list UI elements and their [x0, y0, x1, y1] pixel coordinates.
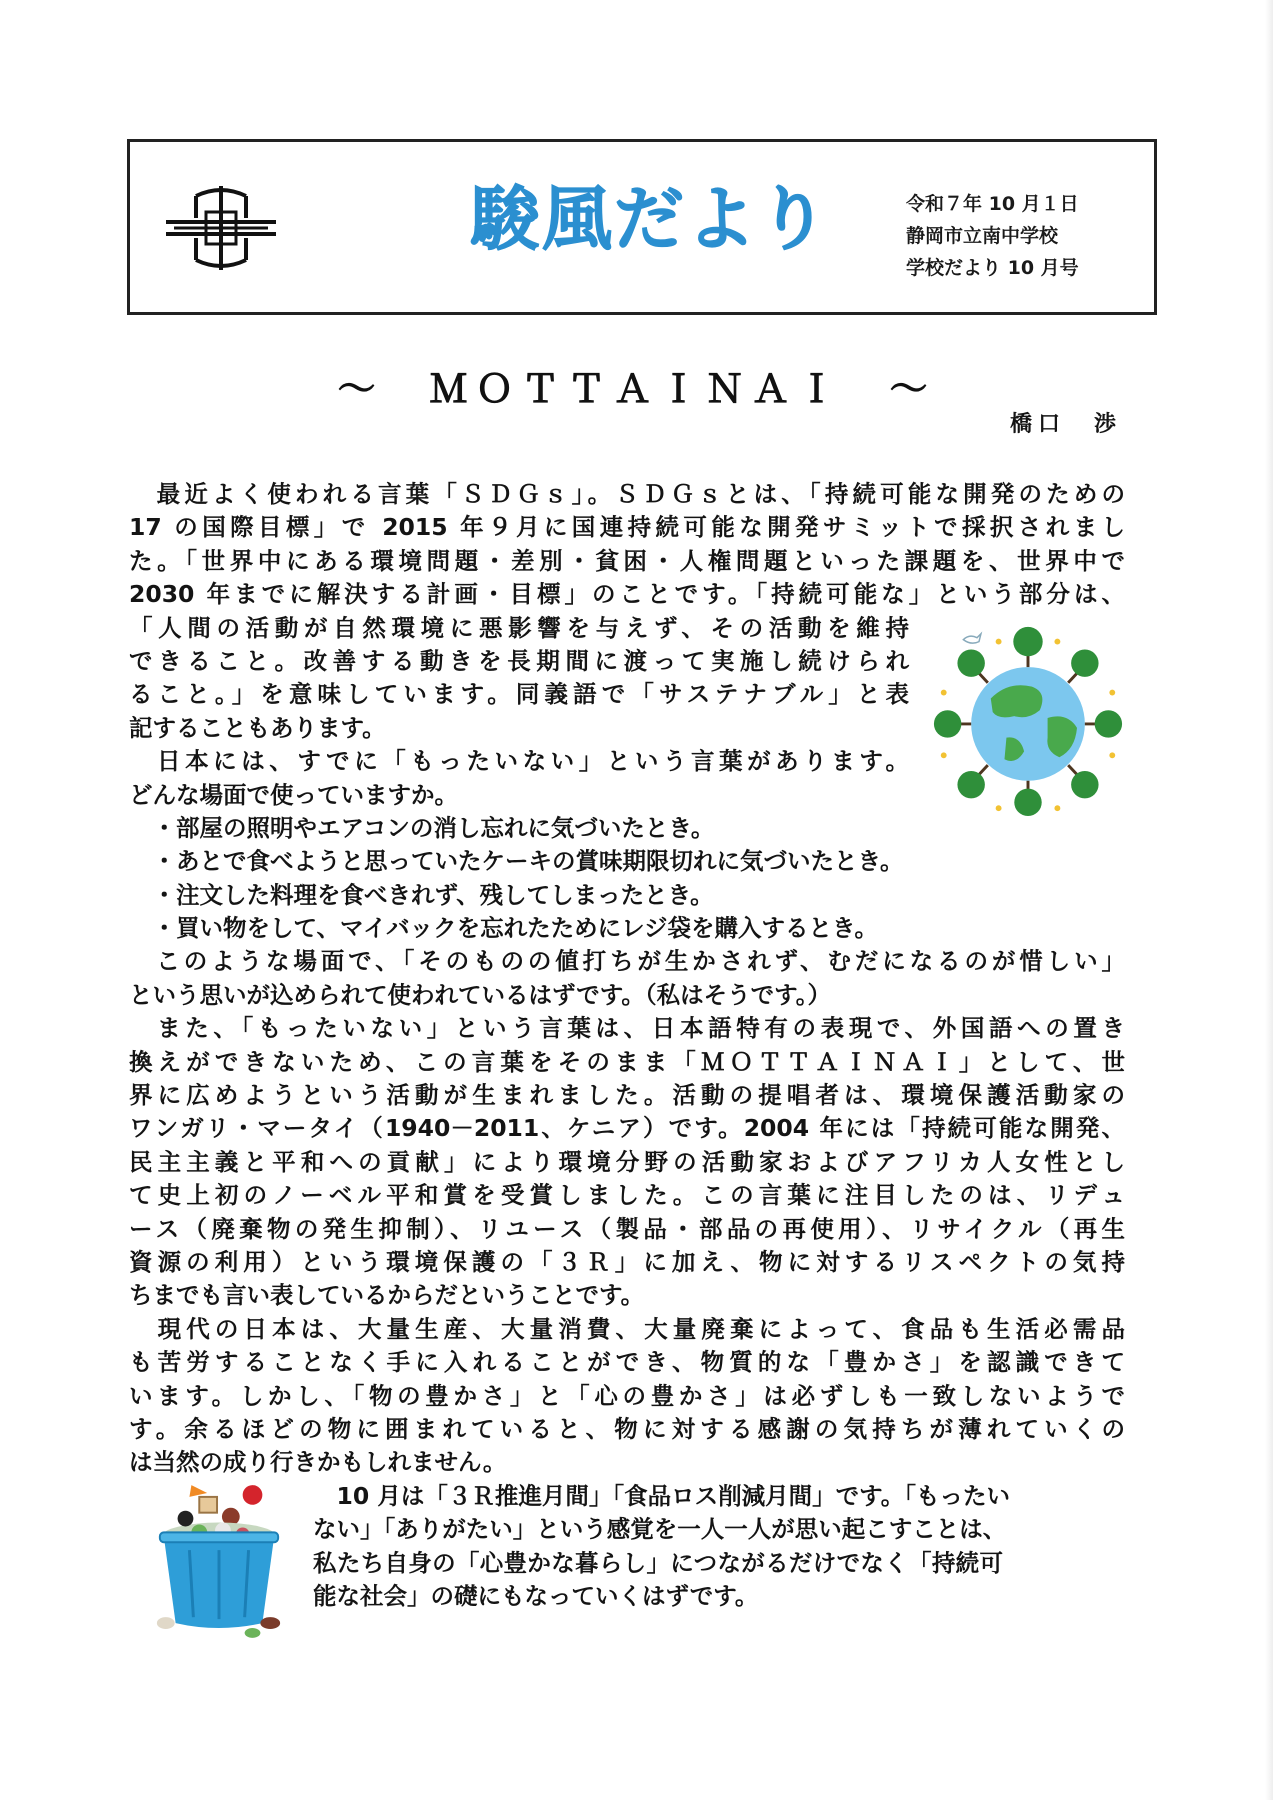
list-item: ・買い物をして、マイバックを忘れたためにレジ袋を購入するとき。: [129, 914, 879, 943]
paragraph-line: 現代の日本は、大量生産、大量消費、大量廃棄によって、食品も生活必需品: [129, 1314, 1125, 1343]
earth-with-trees-icon: [930, 622, 1126, 818]
food-waste-bin-icon: [150, 1474, 288, 1644]
list-item: ・注文した料理を食べきれず、残してしまったとき。: [129, 880, 714, 909]
paragraph-line: 民主主義と平和への貢献」により環境分野の活動家およびアフリカ人女性とし: [129, 1147, 1125, 1176]
list-item: ・部屋の照明やエアコンの消し忘れに気づいたとき。: [129, 813, 715, 842]
list-item: ・あとで食べようと思っていたケーキの賞味期限切れに気づいたとき。: [129, 847, 904, 876]
paragraph-line: す。余るほどの物に囲まれていると、物に対する感謝の気持ちが薄れていくの: [129, 1414, 1125, 1443]
article-title: ～ ＭＯＴＴＡＩＮＡＩ ～: [337, 367, 936, 411]
paragraph-line: ない」「ありがたい」という感覚を一人一人が思い起こすことは、: [313, 1515, 1007, 1544]
issue-number: 学校だより 10 月号: [906, 257, 1079, 279]
paragraph-line: 能な社会」の礎にもなっていくはずです。: [313, 1581, 759, 1610]
paragraph-line: できること。改善する動きを長期間に渡って実施し続けられ: [129, 646, 909, 675]
paragraph-line: という思いが込められて使われているはずです。（私はそうです。）: [129, 980, 831, 1009]
paragraph-line: ース（廃棄物の発生抑制）、リユース（製品・部品の再使用）、リサイクル（再生: [129, 1214, 1125, 1243]
paragraph-line: て史上初のノーベル平和賞を受賞しました。この言葉に注目したのは、リデュ: [129, 1181, 1125, 1210]
paragraph-line: 私たち自身の「心豊かな暮らし」につながるだけでなく「持続可: [313, 1548, 1003, 1577]
paragraph-line: も苦労することなく手に入れることができ、物質的な「豊かさ」を認識できて: [129, 1348, 1125, 1377]
issue-date: 令和７年 10 月１日: [906, 193, 1079, 215]
school-name: 静岡市立南中学校: [906, 225, 1059, 247]
paragraph-line: ワンガリ・マータイ（1940－2011、ケニア）です。2004 年には「持続可能な開発、: [129, 1114, 1125, 1143]
issue-info: [906, 188, 1079, 284]
scan-edge: [1265, 0, 1273, 1800]
paragraph-line: 最近よく使われる言葉「ＳＤＧｓ」。ＳＤＧｓとは、「持続可能な開発のための: [129, 480, 1125, 508]
paragraph-line: どんな場面で使っていますか。: [129, 780, 458, 809]
author-name: 橋口 渉: [1009, 412, 1122, 437]
masthead-box: [127, 139, 1157, 315]
paragraph-line: ちまでも言い表しているからだということです。: [129, 1281, 645, 1310]
paragraph-line: 「人間の活動が自然環境に悪影響を与えず、その活動を維持: [129, 613, 909, 642]
paragraph-line: 10 月は「３Ｒ推進月間」「食品ロス削減月間」です。「もったい: [313, 1481, 1011, 1510]
paragraph-line: 日本には、すでに「もったいない」という言葉があります。: [129, 747, 909, 776]
paragraph-line: ること。」を意味しています。同義語で「サステナブル」と表: [129, 680, 909, 709]
paragraph-line: 17 の国際目標」で 2015 年９月に国連持続可能な開発サミットで採択されまし: [129, 513, 1125, 542]
paragraph-line: は当然の成り行きかもしれません。: [129, 1448, 507, 1477]
paragraph-line: 界に広めようという活動が生まれました。活動の提唱者は、環境保護活動家の: [129, 1081, 1125, 1110]
masthead-title: 駿風だより: [470, 178, 830, 260]
paragraph-line: また、「もったいない」という言葉は、日本語特有の表現で、外国語への置き: [129, 1014, 1125, 1043]
paragraph-line: 換えができないため、この言葉をそのまま「ＭＯＴＴＡＩＮＡＩ」として、世: [129, 1047, 1125, 1076]
paragraph-line: このような場面で、「そのものの値打ちが生かされず、むだになるのが惜しい」: [129, 947, 1125, 976]
paragraph-line: 2030 年までに解決する計画・目標」のことです。「持続可能な」という部分は、: [129, 580, 1125, 609]
school-emblem-icon: [166, 182, 276, 274]
paragraph-line: 資源の利用）という環境保護の「３Ｒ」に加え、物に対するリスペクトの気持: [129, 1247, 1125, 1276]
paragraph-line: 記することもあります。: [129, 713, 386, 742]
paragraph-line: います。しかし、「物の豊かさ」と「心の豊かさ」は必ずしも一致しないようで: [129, 1381, 1125, 1410]
paragraph-line: た。「世界中にある環境問題・差別・貧困・人権問題といった課題を、世界中で: [129, 546, 1125, 575]
